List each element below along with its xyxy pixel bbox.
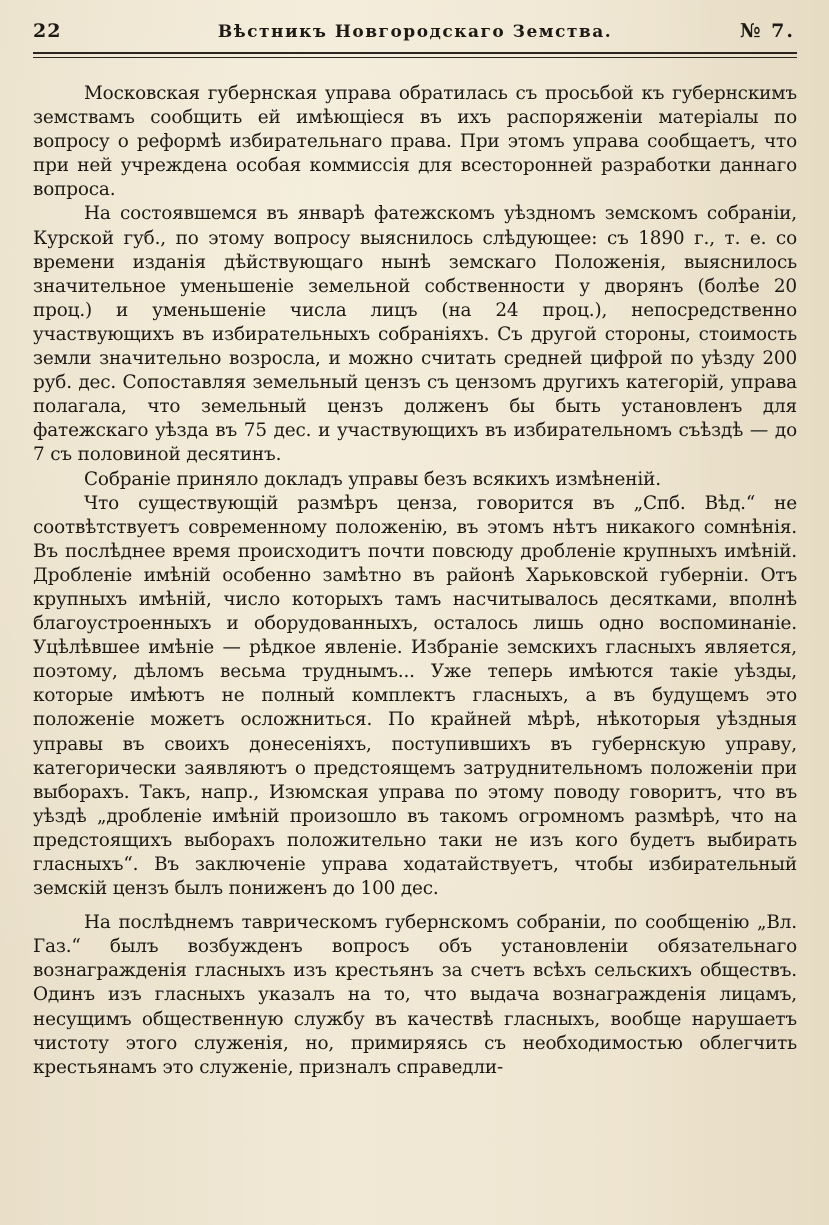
paragraph-tauride-assembly: На послѣднемъ таврическомъ губернскомъ собраніи, по сообщенію „Вл. Газ.“ былъ возбужденъ вопросъ объ установленіи обязательнаго вознагражденія гласныхъ изъ крестьянъ за счетъ всѣхъ сельскихъ обществъ. Одинъ изъ гласныхъ указалъ на то, что выдача вознагражденія лицамъ, несущимъ общественную службу въ качествѣ гласныхъ, вообще нарушаетъ чистоту этого служенія, но, примиряясь съ необходимостью облегчить крестьянамъ это служеніе, призналъ справедли- — [33, 912, 797, 1078]
article-body — [33, 82, 797, 1080]
header-rule-thick — [33, 52, 797, 54]
header-rule-thin — [33, 57, 797, 58]
journal-title: Вѣстникъ Новгородскаго Земства. — [217, 22, 613, 42]
paragraph-assembly-decision: Собраніе приняло докладъ управы безъ всякихъ измѣненій. — [84, 468, 661, 490]
page-number: 22 — [33, 20, 62, 42]
page-header — [33, 18, 797, 52]
paragraph-moscow-request: Московская губернская управа обратилась съ просьбой къ губернскимъ земствамъ сообщить ей имѣющіеся въ ихъ распоряженіи матеріалы по вопросу о реформѣ избирательнаго права. При этомъ управа сообщаетъ, что при ней учреждена особая коммиссія для всесторонней разработки даннаго вопроса. — [33, 83, 797, 201]
paragraph-census-size: Что существующій размѣръ ценза, говорится въ „Спб. Вѣд.“ не соотвѣтствуетъ современному положенію, въ этомъ нѣтъ никакого сомнѣнія. Въ послѣднее время происходитъ почти повсюду дробленіе крупныхъ имѣній. Дробленіе имѣній особенно замѣтно въ районѣ Харьковской губерніи. Отъ крупныхъ имѣній, число которыхъ тамъ насчитывалось десятками, вполнѣ благоустроенныхъ и оборудованныхъ, осталось лишь одно воспоминаніе. Уцѣлѣвшее имѣніе — рѣдкое явленіе. Избраніе земскихъ гласныхъ является, поэтому, дѣломъ весьма труднымъ... Уже теперь имѣются такіе уѣзды, которые имѣютъ не полный комплектъ гласныхъ, а въ будущемъ это положеніе можетъ осложниться. По крайней мѣрѣ, нѣкоторыя уѣздныя управы въ своихъ донесеніяхъ, поступившихъ въ губернскую управу, категорически заявляютъ о предстоящемъ затруднительномъ положеніи при выборахъ. Такъ, напр., Изюмская управа по этому поводу говоритъ, что въ уѣздѣ „дробленіе имѣній произошло въ такомъ огромномъ размѣрѣ, что на предстоящихъ выборахъ положительно таки не изъ кого будетъ выбирать гласныхъ“. Въ заключеніе управа ходатайствуетъ, чтобы избирательный земскій цензъ былъ пониженъ до 100 дес. — [33, 492, 797, 900]
issue-number: № 7. — [739, 20, 795, 42]
paragraph-fatezh-assembly: На состоявшемся въ январѣ фатежскомъ уѣздномъ земскомъ собраніи, Курской губ., по этому вопросу выяснилось слѣдующее: съ 1890 г., т. е. со времени изданія дѣйствующаго нынѣ земскаго Положенія, выяснилось значительное уменьшеніе земельной собственности у дворянъ (болѣе 20 проц.) и уменьшеніе числа лицъ (на 24 проц.), непосредственно участвующихъ въ избирательныхъ собраніяхъ. Съ другой стороны, стоимость земли значительно возросла, и можно считать средней цифрой по уѣзду 200 руб. дес. Сопоставляя земельный цензъ съ цензомъ другихъ категорій, управа полагала, что земельный цензъ долженъ бы быть установленъ для фатежскаго уѣзда въ 75 дес. и участвующихъ въ избирательномъ съѣздѣ — до 7 съ половиной десятинъ. — [33, 203, 797, 466]
